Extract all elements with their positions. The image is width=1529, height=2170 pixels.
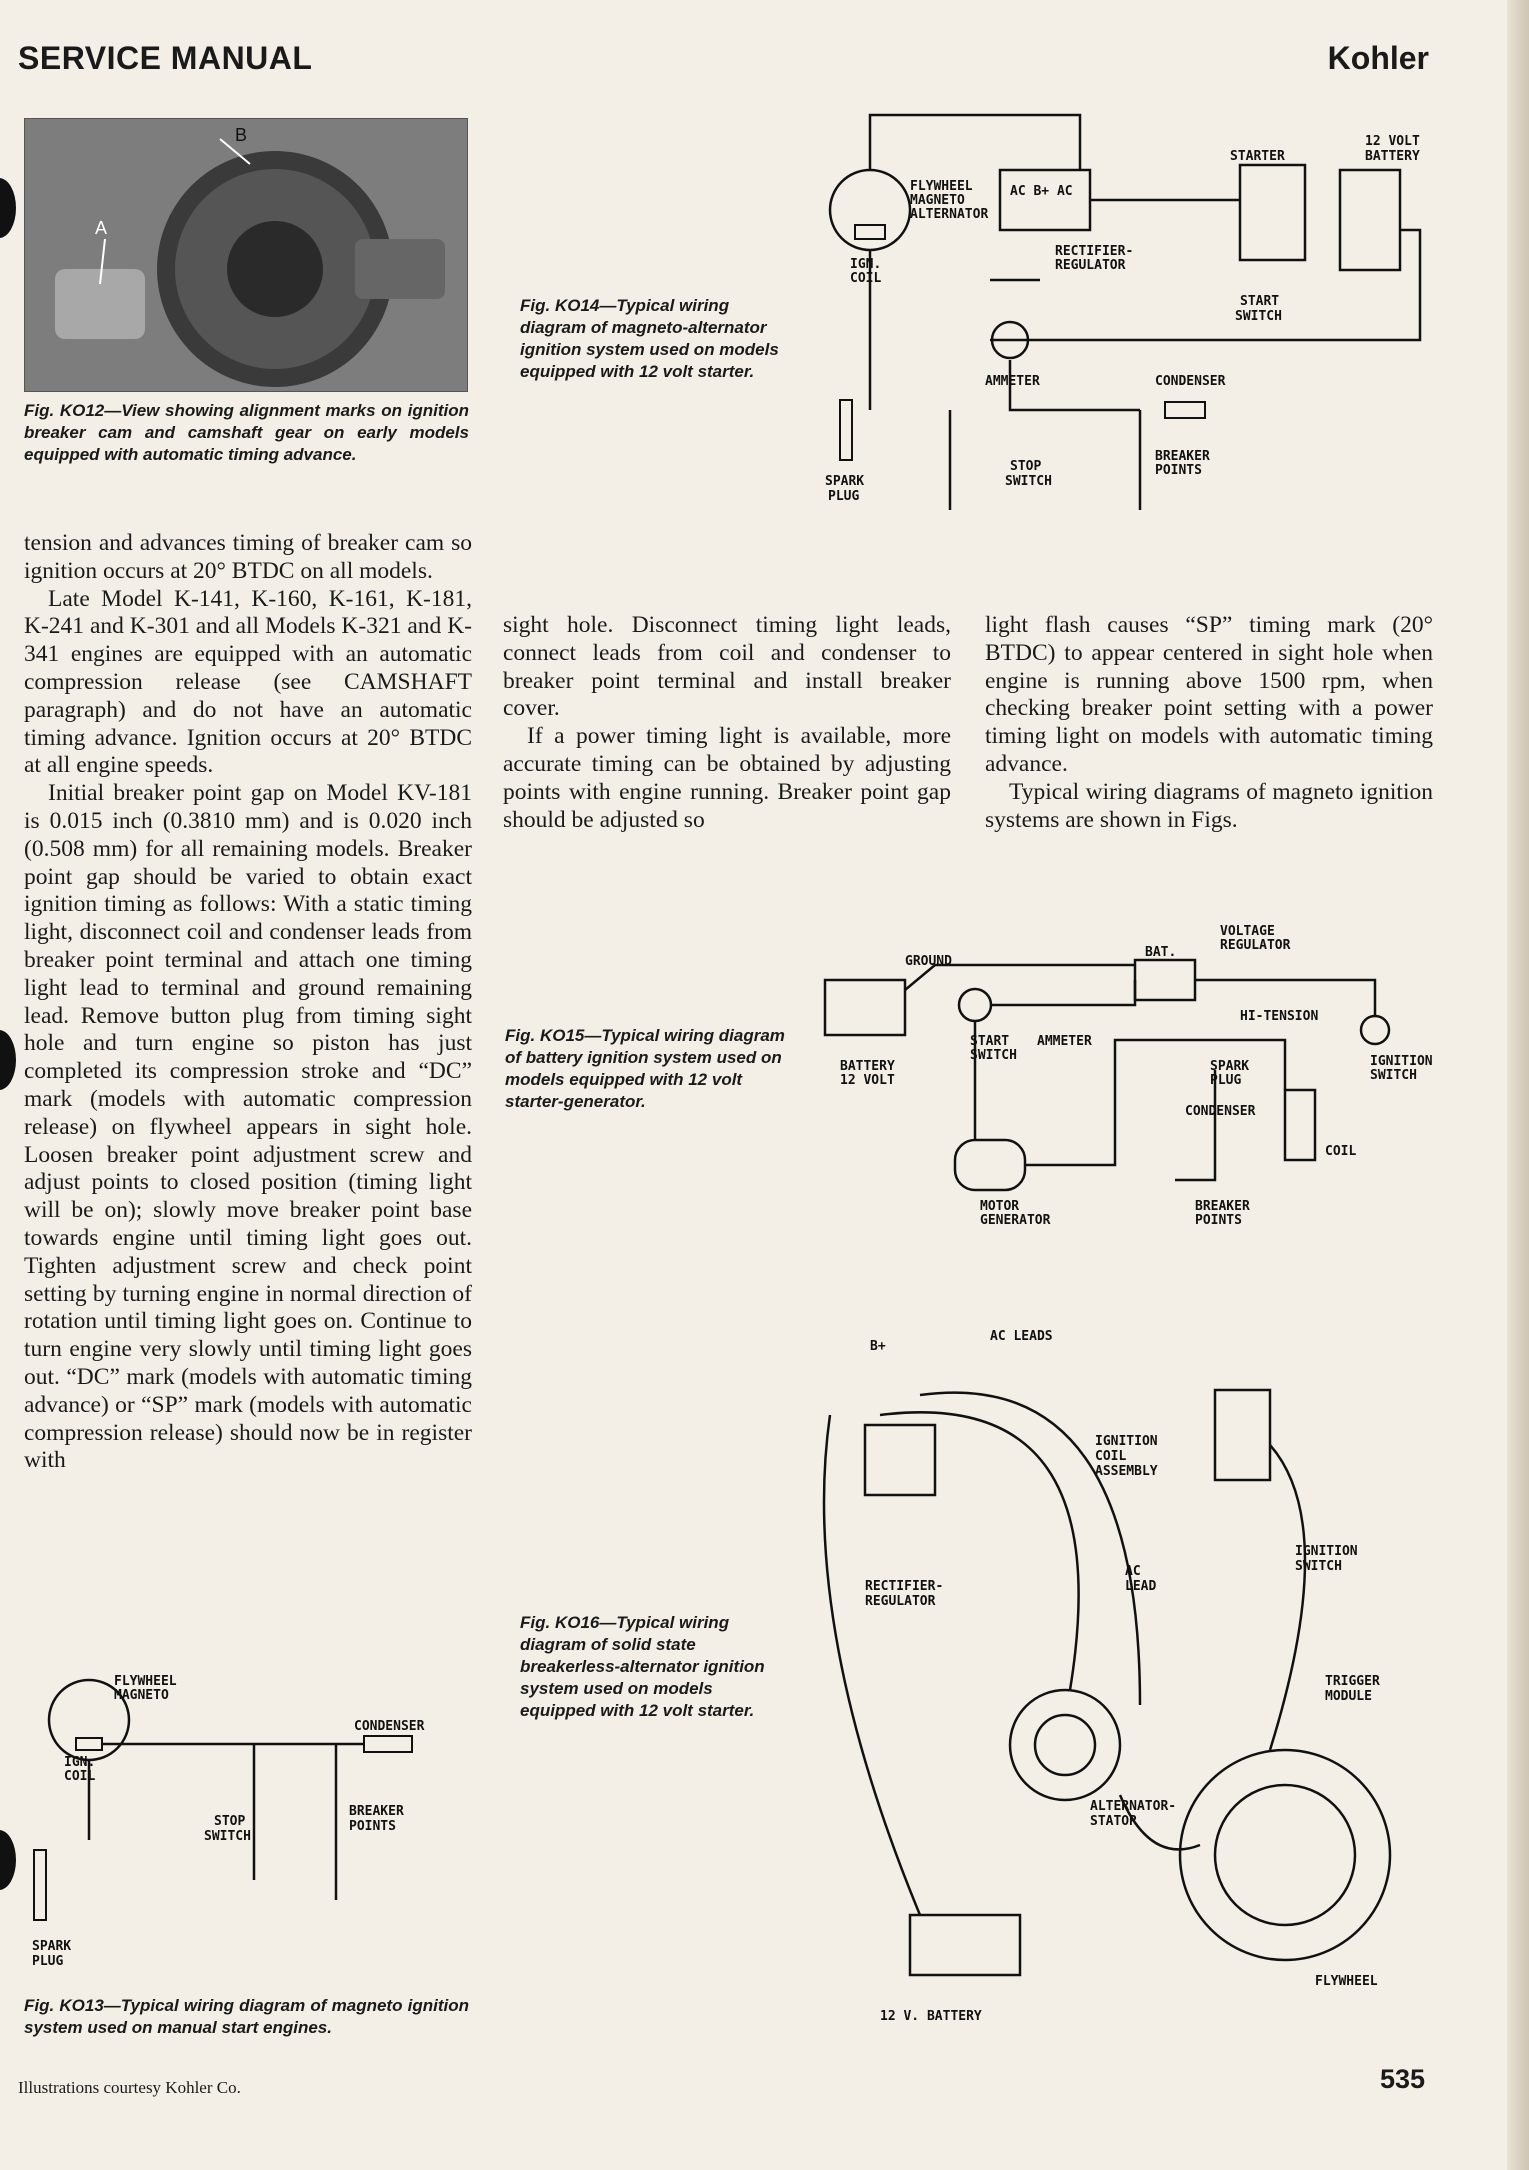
svg-text:SWITCH: SWITCH xyxy=(204,1829,251,1844)
svg-text:COIL: COIL xyxy=(1095,1449,1127,1464)
label-bat: BAT. xyxy=(1145,945,1177,960)
footer-credit: Illustrations courtesy Kohler Co. xyxy=(18,2078,241,2097)
page-number: 535 xyxy=(1380,2064,1426,2094)
label-ac-lead: AC xyxy=(1125,1564,1141,1579)
page-edge xyxy=(1507,0,1529,2170)
label-hi-tension: HI-TENSION xyxy=(1240,1009,1319,1024)
svg-text:SWITCH: SWITCH xyxy=(970,1048,1017,1063)
svg-text:POINTS: POINTS xyxy=(1195,1213,1242,1228)
label-rectifier: RECTIFIER- xyxy=(865,1579,944,1594)
svg-text:PLUG: PLUG xyxy=(828,489,860,504)
camshaft xyxy=(355,239,445,299)
figure-ko15 xyxy=(815,920,1433,1240)
label-battery: 12 VOLT xyxy=(1365,134,1420,149)
label-ign-coil: IGN. xyxy=(850,257,882,272)
svg-text:SWITCH: SWITCH xyxy=(1005,474,1052,489)
label-battery: BATTERY xyxy=(840,1059,895,1074)
brand-header: Kohler xyxy=(1327,40,1429,76)
label-breaker: BREAKER xyxy=(1195,1199,1250,1214)
column-1 xyxy=(24,530,472,1475)
label-b-plus: B+ xyxy=(870,1339,886,1354)
svg-text:REGULATOR: REGULATOR xyxy=(1220,938,1291,953)
figure-ko13 xyxy=(24,1660,464,1980)
svg-text:GENERATOR: GENERATOR xyxy=(980,1213,1051,1228)
section-header: SERVICE MANUAL xyxy=(18,40,313,76)
svg-text:MODULE: MODULE xyxy=(1325,1689,1372,1704)
label-ignition-switch: IGNITION xyxy=(1295,1544,1358,1559)
label-flywheel: FLYWHEEL xyxy=(1315,1974,1378,1989)
svg-text:POINTS: POINTS xyxy=(349,1819,396,1834)
label-breaker: BREAKER xyxy=(349,1804,404,1819)
label-spark-plug: SPARK xyxy=(32,1939,72,1954)
label-breaker: BREAKER xyxy=(1155,449,1210,464)
binder-hole xyxy=(0,1030,16,1090)
label-condenser: CONDENSER xyxy=(1185,1104,1256,1119)
caption-ko16: Fig. KO16—Typical wiring diagram of solid state breakerless-alternator ignition system used on models equipped with 12 volt starter. xyxy=(520,1613,765,1720)
label-starter: STARTER xyxy=(1230,149,1285,164)
svg-text:SWITCH: SWITCH xyxy=(1370,1068,1417,1083)
svg-text:PLUG: PLUG xyxy=(1210,1073,1242,1088)
label-start-switch: START xyxy=(970,1034,1010,1049)
label-condenser: CONDENSER xyxy=(354,1719,425,1734)
label-battery: 12 V. BATTERY xyxy=(880,2009,982,2024)
paragraph: Initial breaker point gap on Model KV-181 is 0.015 inch (0.3810 mm) and is 0.020 inch (0.508 mm) for all remaining models. Breaker point gap should be varied to obtain exact ignition timing as follows: With a static timing light, disconnect coil and condenser leads from breaker point terminal and attach one timing light lead to terminal and ground remaining lead. Remove button plug from timing sight hole and turn engine so piston has just completed its compression stroke and “DC” mark (models with automatic compression release) on flywheel appears in sight hole. Loosen breaker point adjustment screw and adjust points to closed position (timing light will be on); slowly move breaker point base towards engine until timing light goes out. Tighten adjustment screw and check point setting by turning engine in normal direction of rotation until timing light goes on. Continue to turn engine very slowly until timing light goes out. “DC” mark (models with automatic timing advance) or “SP” mark (models with automatic compression release) should now be in register with xyxy=(24,780,472,1474)
svg-text:SWITCH: SWITCH xyxy=(1295,1559,1342,1574)
paragraph: light flash causes “SP” timing mark (20° BTDC) to appear centered in sight hole when engine is running above 1500 rpm, when checking breaker point setting with a power timing light on models with automatic timing advance. xyxy=(985,612,1433,777)
svg-text:STATOR: STATOR xyxy=(1090,1814,1137,1829)
svg-text:ALTERNATOR: ALTERNATOR xyxy=(910,207,989,222)
label-flywheel: FLYWHEEL xyxy=(910,179,973,194)
svg-text:REGULATOR: REGULATOR xyxy=(1055,258,1126,273)
caption-ko14: Fig. KO14—Typical wiring diagram of magneto-alternator ignition system used on models equipped with 12 volt starter. xyxy=(520,296,779,381)
svg-text:REGULATOR: REGULATOR xyxy=(865,1594,936,1609)
label-ign-coil: IGN. xyxy=(64,1755,96,1770)
paragraph: If a power timing light is available, more accurate timing can be obtained by adjusting points with engine running. Breaker point gap should be adjusted so xyxy=(503,723,951,833)
svg-text:MAGNETO: MAGNETO xyxy=(910,193,965,208)
label-start-switch: START xyxy=(1240,294,1280,309)
label-ignition-coil: IGNITION xyxy=(1095,1434,1158,1449)
caption-ko15: Fig. KO15—Typical wiring diagram of battery ignition system used on models equipped with 12 volt starter-generator. xyxy=(505,1026,785,1111)
label-ammeter: AMMETER xyxy=(985,374,1040,389)
svg-text:POINTS: POINTS xyxy=(1155,463,1202,478)
figure-ko16 xyxy=(820,1325,1420,2040)
label-spark-plug: SPARK xyxy=(825,474,865,489)
svg-text:MAGNETO: MAGNETO xyxy=(114,1688,169,1703)
paragraph: Typical wiring diagrams of magneto ignition systems are shown in Figs. xyxy=(985,778,1433,833)
label-stop-switch: STOP xyxy=(214,1814,246,1829)
label-ammeter: AMMETER xyxy=(1037,1034,1092,1049)
caption-ko12: Fig. KO12—View showing alignment marks on ignition breaker cam and camshaft gear on early models equipped with automatic timing advance. xyxy=(24,401,469,464)
svg-text:COIL: COIL xyxy=(64,1769,96,1784)
label-b: B xyxy=(235,125,248,145)
label-ground: GROUND xyxy=(905,954,952,969)
label-spark-plug: SPARK xyxy=(1210,1059,1250,1074)
svg-text:12 VOLT: 12 VOLT xyxy=(840,1073,895,1088)
label-ac-b-ac: AC B+ AC xyxy=(1010,184,1073,199)
label-coil: COIL xyxy=(1325,1144,1357,1159)
paragraph: sight hole. Disconnect timing light leads, connect leads from coil and condenser to breaker point terminal and install breaker cover. xyxy=(503,612,951,722)
svg-text:LEAD: LEAD xyxy=(1125,1579,1157,1594)
label-voltage-regulator: VOLTAGE xyxy=(1220,924,1275,939)
paragraph: tension and advances timing of breaker cam so ignition occurs at 20° BTDC on all models. xyxy=(24,530,472,584)
column-2 xyxy=(503,612,951,834)
label-condenser: CONDENSER xyxy=(1155,374,1226,389)
label-a: A xyxy=(95,218,108,238)
label-ignition-switch: IGNITION xyxy=(1370,1054,1433,1069)
label-motor-generator: MOTOR xyxy=(980,1199,1020,1214)
svg-text:ASSEMBLY: ASSEMBLY xyxy=(1095,1464,1158,1479)
figure-ko14 xyxy=(810,110,1440,580)
label-stator: ALTERNATOR- xyxy=(1090,1799,1177,1814)
svg-text:PLUG: PLUG xyxy=(32,1954,64,1969)
paragraph: Late Model K-141, K-160, K-161, K-181, K-241 and K-301 and all Models K-321 and K-341 engines are equipped with an automatic compression release (see CAMSHAFT paragraph) and do not have an automatic timing advance. Ignition occurs at 20° BTDC at all engine speeds. xyxy=(24,585,472,779)
binder-hole xyxy=(0,178,16,238)
column-3 xyxy=(985,612,1433,834)
svg-text:BATTERY: BATTERY xyxy=(1365,149,1420,164)
label-trigger: TRIGGER xyxy=(1325,1674,1380,1689)
label-rectifier: RECTIFIER- xyxy=(1055,244,1134,259)
svg-text:COIL: COIL xyxy=(850,271,882,286)
label-ac-leads: AC LEADS xyxy=(990,1329,1053,1344)
binder-hole xyxy=(0,1830,16,1890)
label-flywheel: FLYWHEEL xyxy=(114,1674,177,1689)
caption-ko13: Fig. KO13—Typical wiring diagram of magneto ignition system used on manual start engines. xyxy=(24,1996,469,2037)
svg-text:SWITCH: SWITCH xyxy=(1235,309,1282,324)
camshaft-photo xyxy=(24,118,468,392)
label-stop-switch: STOP xyxy=(1010,459,1042,474)
